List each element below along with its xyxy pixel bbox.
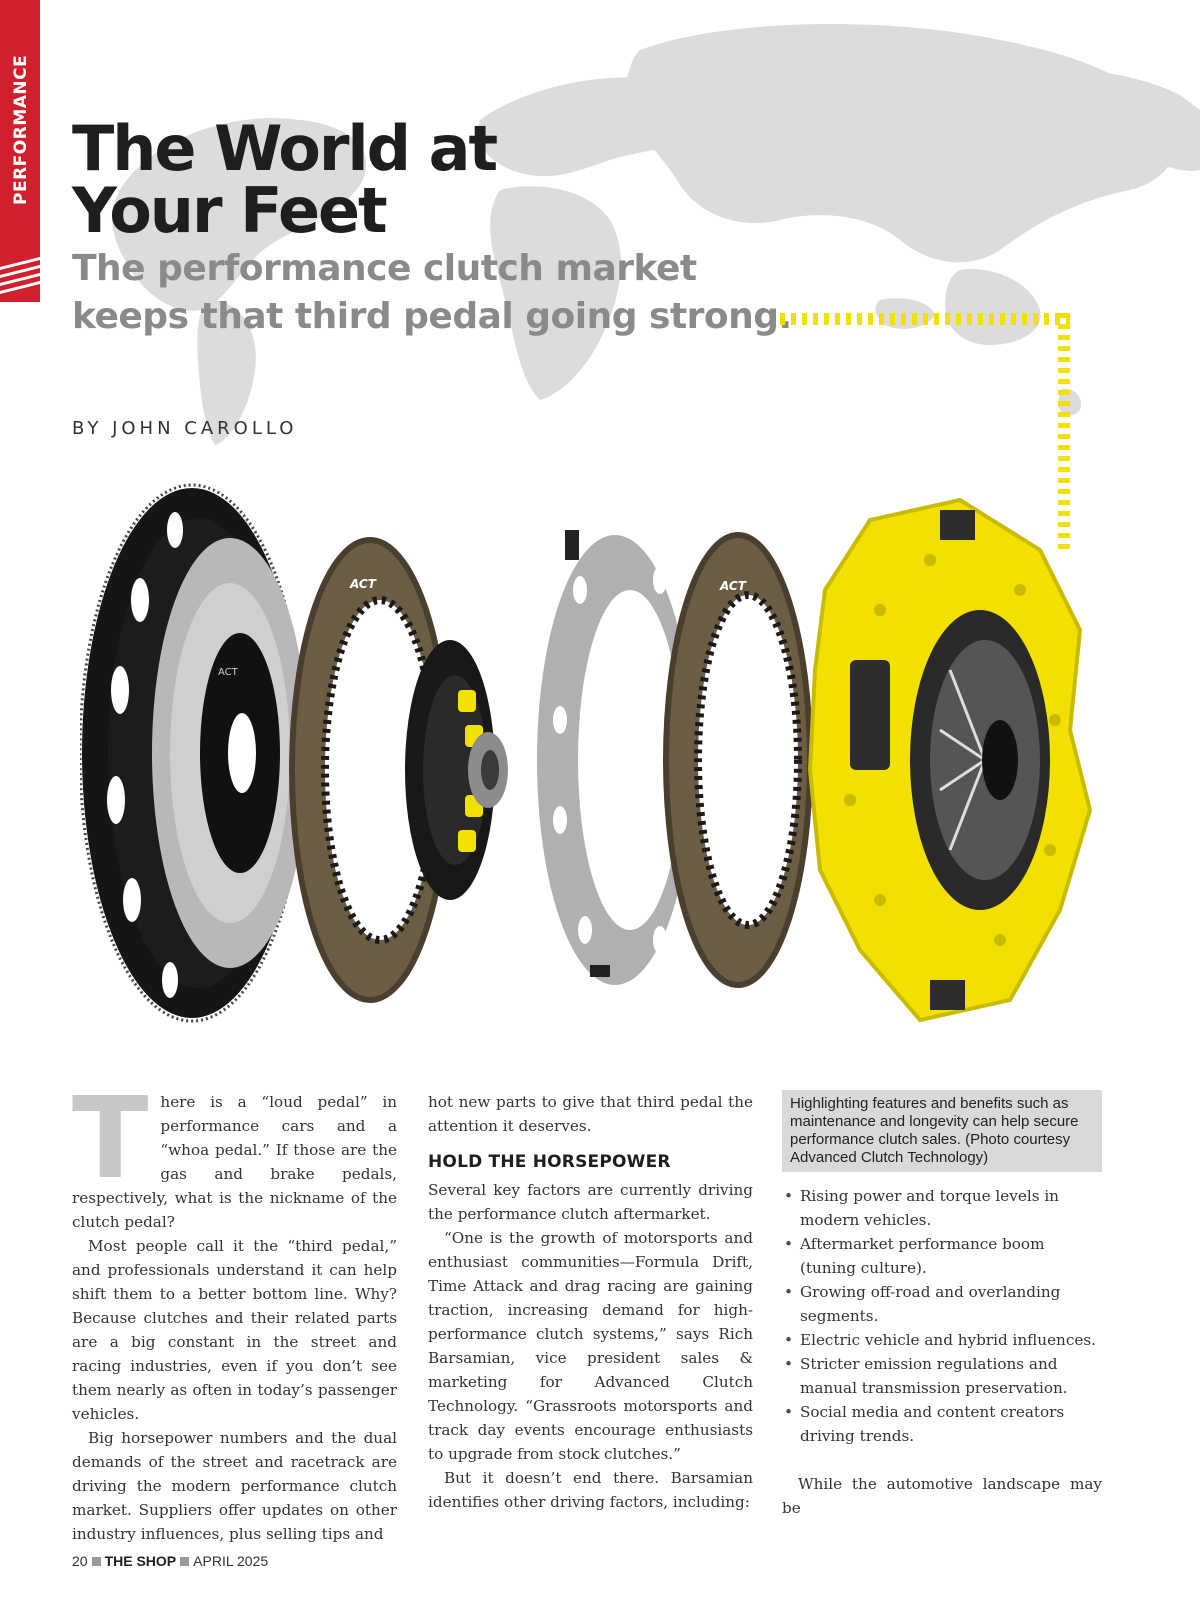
flywheel-image [80,485,308,1021]
list-item: • Growing off-road and overlanding segments. [782,1280,1102,1328]
list-item: • Electric vehicle and hybrid influences. [782,1328,1102,1352]
clutch-hub-image [405,640,508,900]
drop-cap: T [72,1074,149,1204]
tab-stripes [0,255,40,302]
photo-caption: Highlighting features and benefits such as maintenance and longevity can help secure performance clutch sales. (Photo courtesy Advanced Clutch Technology) [782,1090,1102,1172]
paragraph: While the automotive landscape may be [782,1475,1102,1517]
article-column-3 [782,1090,1102,1520]
byline: BY JOHN CAROLLO [72,418,298,439]
paragraph: hot new parts to give that third pedal the attention it deserves. [428,1093,753,1135]
article-column-1 [72,1074,397,1546]
title-line-1: The World at [72,112,497,185]
list-item: • Social media and content creators driving trends. [782,1400,1102,1448]
list-item: • Aftermarket performance boom (tuning culture). [782,1232,1102,1280]
paragraph: Big horsepower numbers and the dual demands of the street and racetrack are driving the modern performance clutch market. Suppliers offer updates on other industry influences, plus selling tips and [72,1429,397,1543]
list-item: • Rising power and torque levels in modern vehicles. [782,1184,1102,1232]
paragraph: Several key factors are currently driving the performance clutch aftermarket. [428,1181,753,1223]
section-tab [0,0,40,302]
page-number: 20 [72,1553,88,1569]
paragraph: Most people call it the “third pedal,” and professionals understand it can help shift them to a better bottom line. Why? Because clutches and their related parts are a big constant in the street and racing industries, even if you don’t see them nearly as often in today’s passenger vehicles. [72,1237,397,1423]
section-subhead: HOLD THE HORSEPOWER [428,1152,671,1172]
subtitle-line-1: The performance clutch market [72,248,697,289]
subtitle-line-2: keeps that third pedal going strong. [72,296,792,337]
publication-name: THE SHOP [104,1553,177,1569]
article-subtitle [72,245,792,341]
issue-date: APRIL 2025 [193,1553,269,1569]
list-item: • Stricter emission regulations and manual transmission preservation. [782,1352,1102,1400]
pressure-plate-image [810,500,1090,1020]
separator-square-icon [180,1557,189,1566]
paragraph: But it doesn’t end there. Barsamian identifies other driving factors, including: [428,1469,753,1511]
article-title [72,112,497,247]
clutch-disc-image [666,535,810,985]
title-line-2: Your Feet [72,174,386,247]
section-label: PERFORMANCE [11,54,31,205]
factor-list [782,1184,1102,1448]
svg-text:ACT: ACT [350,577,376,591]
svg-text:ACT: ACT [218,667,238,678]
svg-text:ACT: ACT [720,579,746,593]
article-column-2 [428,1090,753,1514]
clutch-kit-photo [80,470,1120,1070]
lead-paragraph: here is a “loud pedal” in performance cars and a “whoa pedal.” If those are the gas and brake pedals, respectively, what is the nickname of the clutch pedal? [72,1093,397,1231]
separator-square-icon [92,1557,101,1566]
page-footer [72,1553,268,1569]
paragraph: “One is the growth of motorsports and enthusiast communities—Formula Drift, Time Attack and drag racing are gaining traction, increasing demand for high-performance clutch systems,” says Rich Barsamian, vice president sales & marketing for Advanced Clutch Technology. “Grassroots motorsports and track day events encourage enthusiasts to upgrade from stock clutches.” [428,1229,753,1463]
